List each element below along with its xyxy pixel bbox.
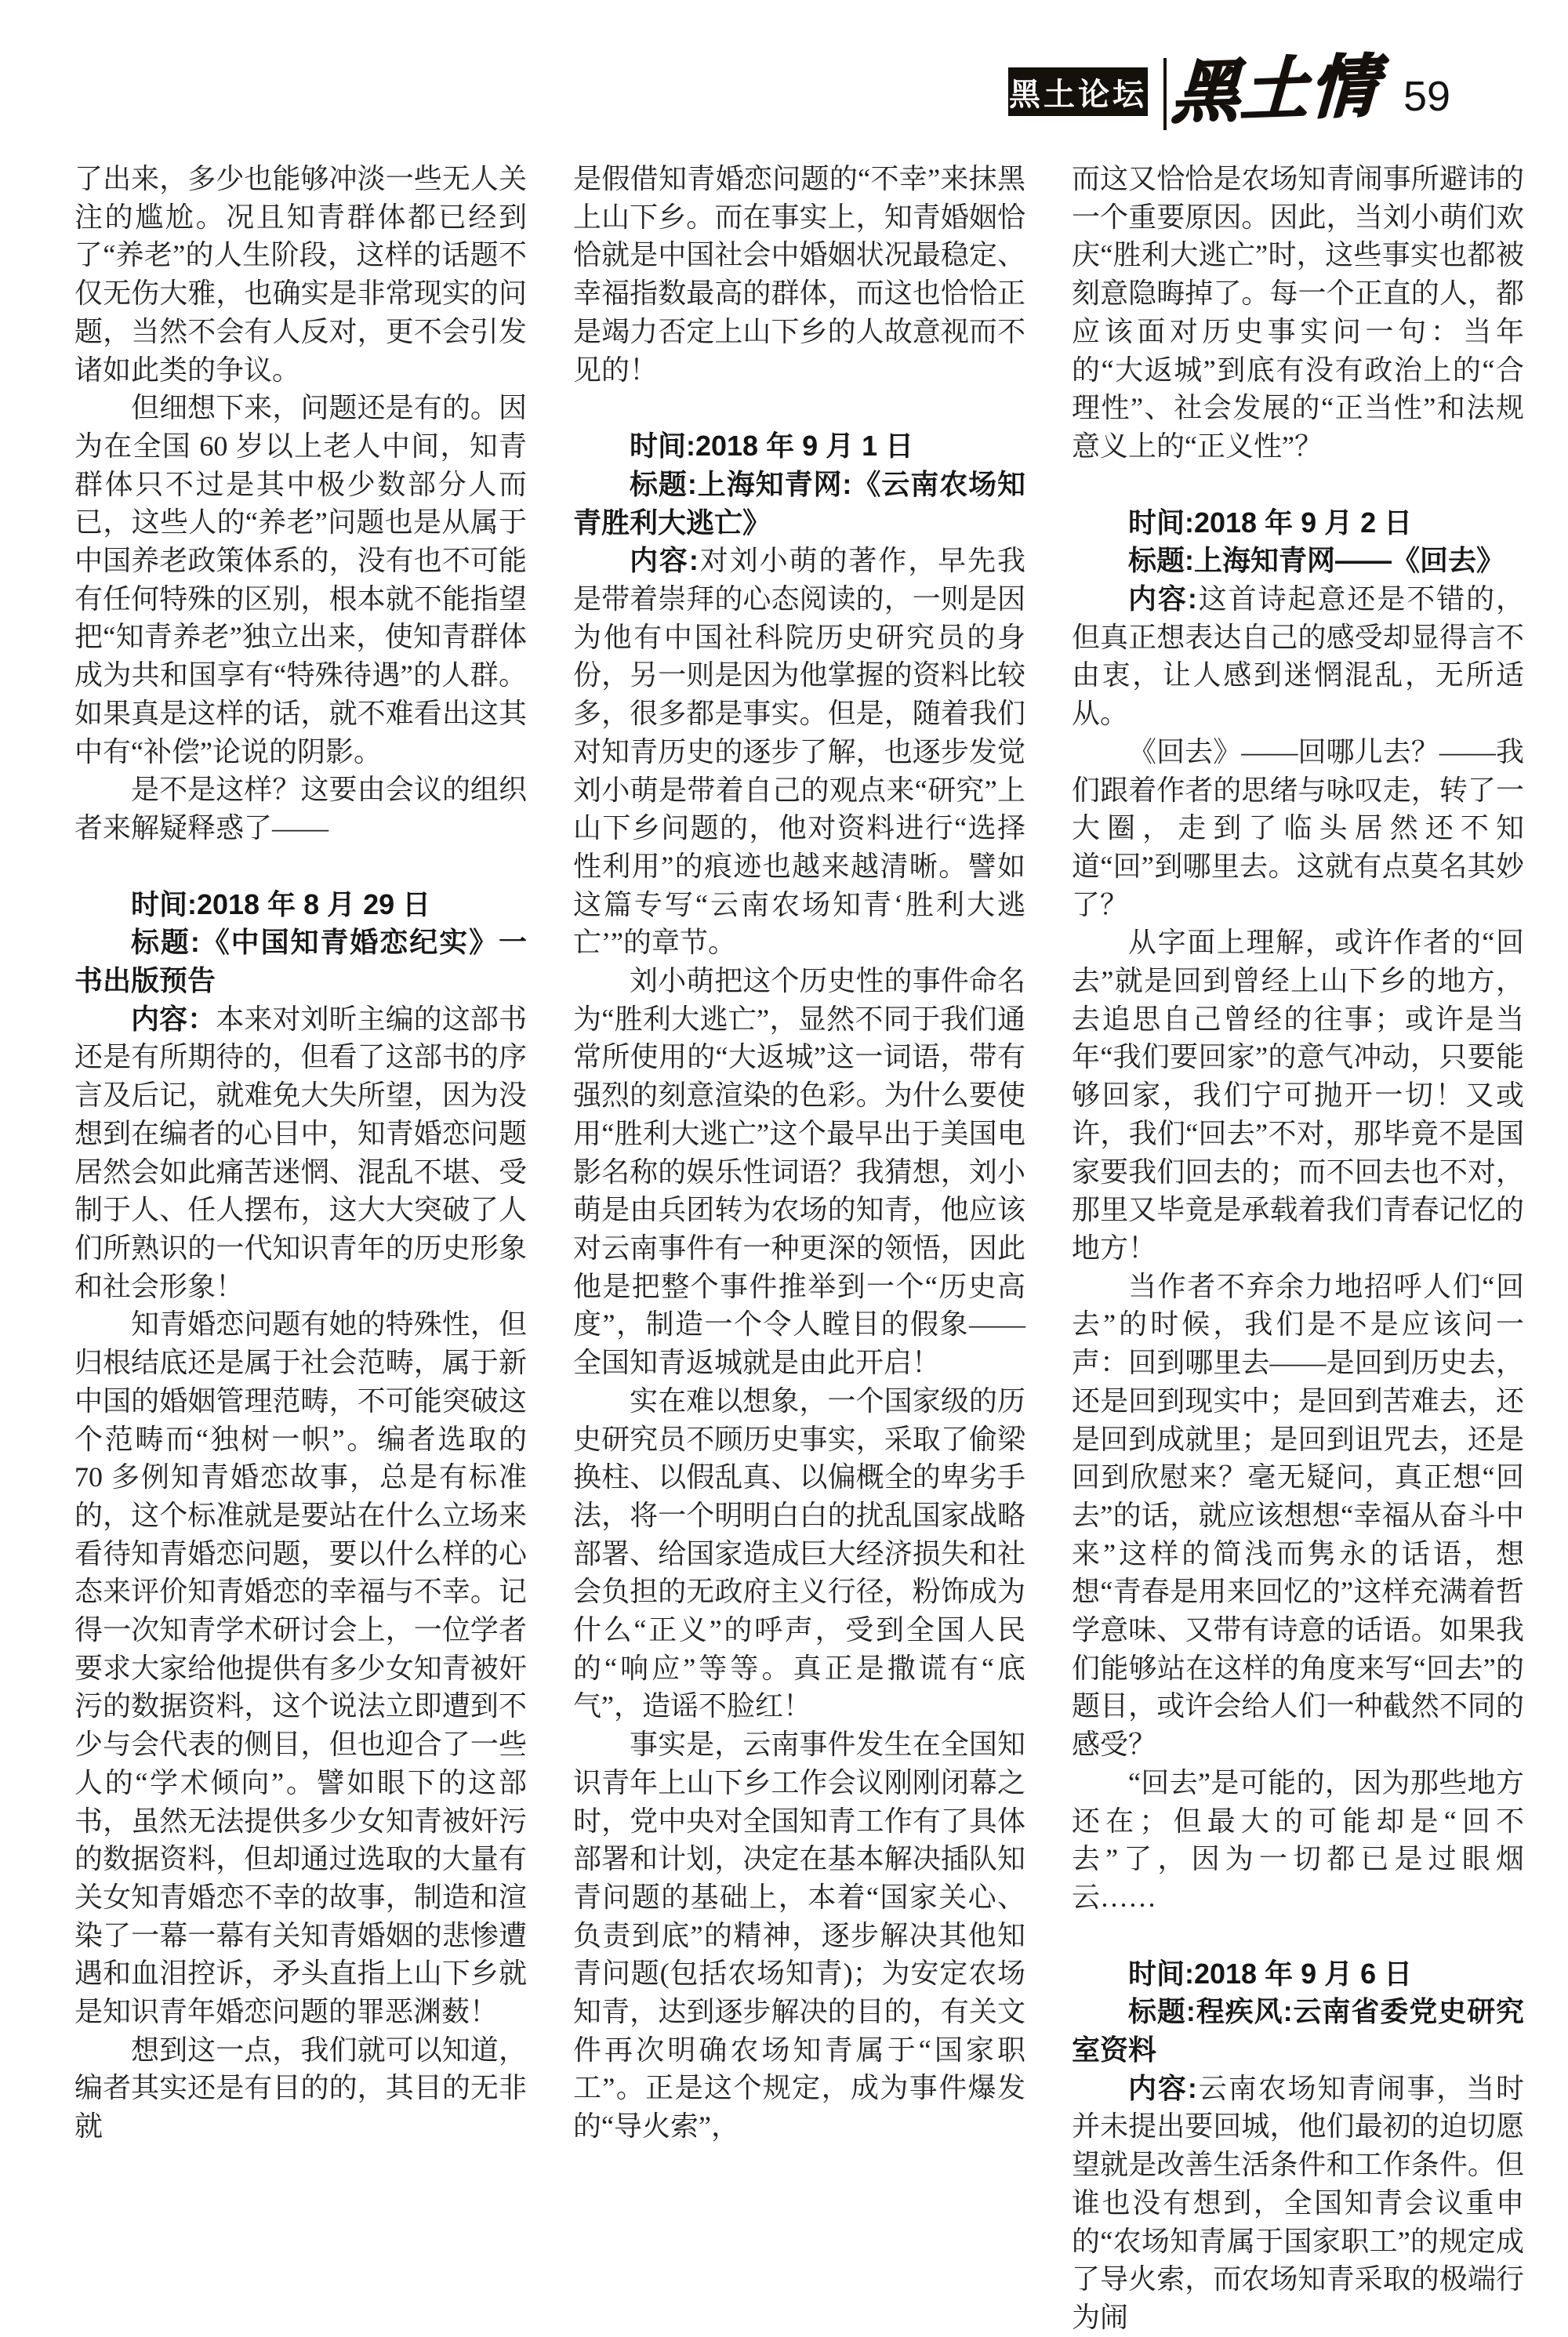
body-text: 知青婚恋问题有她的特殊性，但归根结底还是属于社会范畴，属于新中国的婚姻管理范畴，不可能突破这个范畴而“独树一帜”。编者选取的 70 多例知青婚恋故事，总是有标准的，这个标准就是要站在什么立场来看待知青婚恋问题，要以什么样的心态来评价知青婚恋的幸福与不幸。记得一次知青学术研讨会上，一位学者要求大家给他提供有多少女知青被奸污的数据资料，这个说法立即遭到不少与会代表的侧目，但也迎合了一些人的“学术倾向”。譬如眼下的这部书，虽然无法提供多少女知青被奸污的数据资料，但却通过选取的大量有关女知青婚恋不幸的故事，制造和渲染了一幕一幕有关知青婚姻的悲惨遭遇和血泪控诉，矛头直指上山下乡就是知识青年婚恋问题的罪恶渊薮！	[74, 1308, 527, 2028]
article-meta-line	[74, 1000, 527, 1306]
section-badge-label: 黑土论坛	[1009, 77, 1147, 112]
article-meta-line	[1072, 542, 1524, 580]
article-meta-line	[573, 427, 1025, 466]
article-column-1	[74, 160, 527, 2337]
paragraph-spacer	[1072, 466, 1524, 504]
meta-label-text: 标题:上海知青网:《云南农场知青胜利大逃亡》	[573, 467, 1025, 539]
article-meta-line	[1072, 1955, 1524, 1994]
paragraph	[1072, 733, 1524, 924]
body-text: 《回去》——回哪儿去？——我们跟着作者的思绪与咏叹走，转了一大圈，走到了临头居然还不知道“回”到哪里去。这就有点莫名其妙了？	[1072, 735, 1524, 920]
meta-label-text: 标题:《中国知青婚恋纪实》一书出版预告	[74, 926, 527, 997]
article-meta-line	[74, 924, 527, 1000]
body-text: “回去”是可能的，因为那些地方还在；但最大的可能却是“回不去”了，因为一切都已是过眼烟云……	[1072, 1766, 1524, 1913]
body-text: 云南农场知青闹事，当时并未提出要回城，他们最初的迫切愿望就是改善生活条件和工作条件。但谁也没有想到，全国知青会议重申的“农场知青属于国家职工”的规定成了导火索，而农场知青采取的极端行为闹	[1072, 2072, 1524, 2333]
body-text: 想到这一点，我们就可以知道，编者其实还是有目的的，其目的无非就	[74, 2034, 527, 2143]
paragraph	[74, 1305, 527, 2030]
paragraph	[1072, 160, 1524, 466]
paragraph-spacer	[1072, 1917, 1524, 1955]
paragraph	[74, 389, 527, 771]
paragraph	[573, 962, 1025, 1382]
article-column-3	[1072, 160, 1524, 2337]
body-text: 刘小萌把这个历史性的事件命名为“胜利大逃亡”，显然不同于我们通常所使用的“大返城”这一词语，带有强烈的刻意渲染的色彩。为什么要使用“胜利大逃亡”这个最早出于美国电影名称的娱乐性词语？我猜想，刘小萌是由兵团转为农场的知青，他应该对云南事件有一种更深的领悟，因此他是把整个事件推举到一个“历史高度”，制造一个令人瞠目的假象——全国知青返城就是由此开启！	[573, 965, 1025, 1379]
body-text: 本来对刘昕主编的这部书还是有所期待的，但看了这部书的序言及后记，就难免大失所望，因为没想到在编者的心目中，知青婚恋问题居然会如此痛苦迷惘、混乱不堪、受制于人、任人摆布，这大大突破了人们所熟识的一代知识青年的历史形象和社会形象！	[74, 1003, 527, 1302]
paragraph	[74, 2031, 527, 2146]
article-meta-line	[1072, 1993, 1524, 2069]
masthead-calligraphy: 黑土情	[1171, 46, 1381, 133]
meta-label-text: 时间:2018 年 9 月 2 日	[1128, 506, 1413, 539]
meta-label-text: 标题:上海知青网——《回去》	[1128, 544, 1504, 577]
article-meta-line	[573, 466, 1025, 542]
body-text: 但细想下来，问题还是有的。因为在全国 60 岁以上老人中间，知青群体只不过是其中极少数部分人而已，这些人的“养老”问题也是从属于中国养老政策体系的，没有也不可能有任何特殊的区别，根本就不能指望把“知青养老”独立出来，使知青群体成为共和国享有“特殊待遇”的人群。如果真是这样的话，就不难看出这其中有“补偿”论说的阴影。	[74, 392, 527, 768]
article-meta-line	[1072, 2070, 1524, 2337]
meta-label-text: 内容:	[1128, 2071, 1197, 2104]
paragraph-spacer	[573, 389, 1025, 427]
body-text: 这首诗起意还是不错的，但真正想表达自己的感受却显得言不由衷，让人感到迷惘混乱，无所适从。	[1072, 583, 1524, 730]
paragraph	[74, 160, 527, 389]
article-meta-line	[74, 886, 527, 924]
page-number: 59	[1403, 73, 1451, 120]
body-text: 实在难以想象，一个国家级的历史研究员不顾历史事实，采取了偷梁换柱、以假乱真、以偏概全的卑劣手法，将一个明明白白的扰乱国家战略部署、给国家造成巨大经济损失和社会负担的无政府主义行径，粉饰成为什么“正义”的呼声，受到全国人民的“响应”等等。真正是撒谎有“底气”，造谣不脸红！	[573, 1384, 1025, 1722]
paragraph	[1072, 1764, 1524, 1917]
paragraph-spacer	[74, 847, 527, 886]
body-text: 了出来，多少也能够冲淡一些无人关注的尴尬。况且知青群体都已经到了“养老”的人生阶段，这样的话题不仅无伤大雅，也确实是非常现实的问题，当然不会有人反对，更不会引发诸如此类的争议。	[74, 163, 527, 386]
body-text: 从字面上理解，或许作者的“回去”就是回到曾经上山下乡的地方，去追思自己曾经的往事；或许是当年“我们要回家”的意气冲动，只要能够回家，我们宁可抛开一切！又或许，我们“回去”不对，那毕竟不是国家要我们回去的；而不回去也不对，那里又毕竟是承载着我们青春记忆的地方！	[1072, 927, 1524, 1264]
article-column-2	[573, 160, 1025, 2337]
body-text: 当作者不弃余力地招呼人们“回去”的时候，我们是不是应该问一声：回到哪里去——是回到历史去，还是回到现实中；是回到苦难去，还是回到成就里；是回到诅咒去，还是回到欣慰来？毫无疑问，真正想“回去”的话，就应该想想“幸福从奋斗中来”这样的简浅而隽永的话语，想想“青春是用来回忆的”这样充满着哲学意味、又带有诗意的话语。如果我们能够站在这样的角度来写“回去”的题目，或许会给人们一种截然不同的感受？	[1072, 1270, 1524, 1761]
paragraph	[74, 771, 527, 847]
article-meta-line	[573, 542, 1025, 962]
meta-label-text: 内容:	[1128, 582, 1197, 615]
paragraph	[1072, 924, 1524, 1267]
paragraph	[573, 1382, 1025, 1726]
article-meta-line	[1072, 580, 1524, 733]
body-text: 是假借知青婚恋问题的“不幸”来抹黑上山下乡。而在事实上，知青婚姻恰恰就是中国社会中婚姻状况最稳定、幸福指数最高的群体，而这也恰恰正是竭力否定上山下乡的人故意视而不见的！	[573, 163, 1025, 386]
header-divider	[1163, 58, 1167, 130]
paragraph	[573, 160, 1025, 389]
body-text: 事实是，云南事件发生在全国知识青年上山下乡工作会议刚刚闭幕之时，党中央对全国知青工作有了具体部署和计划，决定在基本解决插队知青问题的基础上，本着“国家关心、负责到底”的精神，逐步解决其他知青问题(包括农场知青)；为安定农场知青，达到逐步解决的目的，有关文件再次明确农场知青属于“国家职工”。正是这个规定，成为事件爆发的“导火索”，	[573, 1729, 1025, 2143]
body-text: 而这又恰恰是农场知青闹事所避讳的一个重要原因。因此，当刘小萌们欢庆“胜利大逃亡”时，这些事实也都被刻意隐晦掉了。每一个正直的人，都应该面对历史事实问一句：当年的“大返城”到底有没有政治上的“合理性”、社会发展的“正当性”和法规意义上的“正义性”？	[1072, 163, 1524, 462]
meta-label-text: 标题:程疾风:云南省委党史研究室资料	[1072, 1995, 1524, 2067]
meta-label-text: 内容:	[630, 544, 699, 577]
meta-label-text: 时间:2018 年 8 月 29 日	[131, 887, 431, 920]
body-text: 对刘小萌的著作，早先我是带着崇拜的心态阅读的，一则是因为他有中国社科院历史研究员的身份，另一则是因为他掌握的资料比较多，很多都是事实。但是，随着我们对知青历史的逐步了解，也逐步发觉刘小萌是带着自己的观点来“研究”上山下乡问题的，他对资料进行“选择性利用”的痕迹也越来越清晰。譬如这篇专写“云南农场知青‘胜利大逃亡’”的章节。	[573, 545, 1025, 959]
meta-label-text: 内容：	[131, 1002, 216, 1035]
paragraph	[573, 1726, 1025, 2146]
paragraph	[1072, 1268, 1524, 1764]
meta-label-text: 时间:2018 年 9 月 6 日	[1128, 1957, 1413, 1990]
article-columns	[74, 160, 1525, 2337]
meta-label-text: 时间:2018 年 9 月 1 日	[630, 430, 914, 463]
article-meta-line	[1072, 504, 1524, 543]
section-badge	[1008, 67, 1148, 116]
body-text: 是不是这样？这要由会议的组织者来解疑释惑了——	[74, 774, 527, 844]
